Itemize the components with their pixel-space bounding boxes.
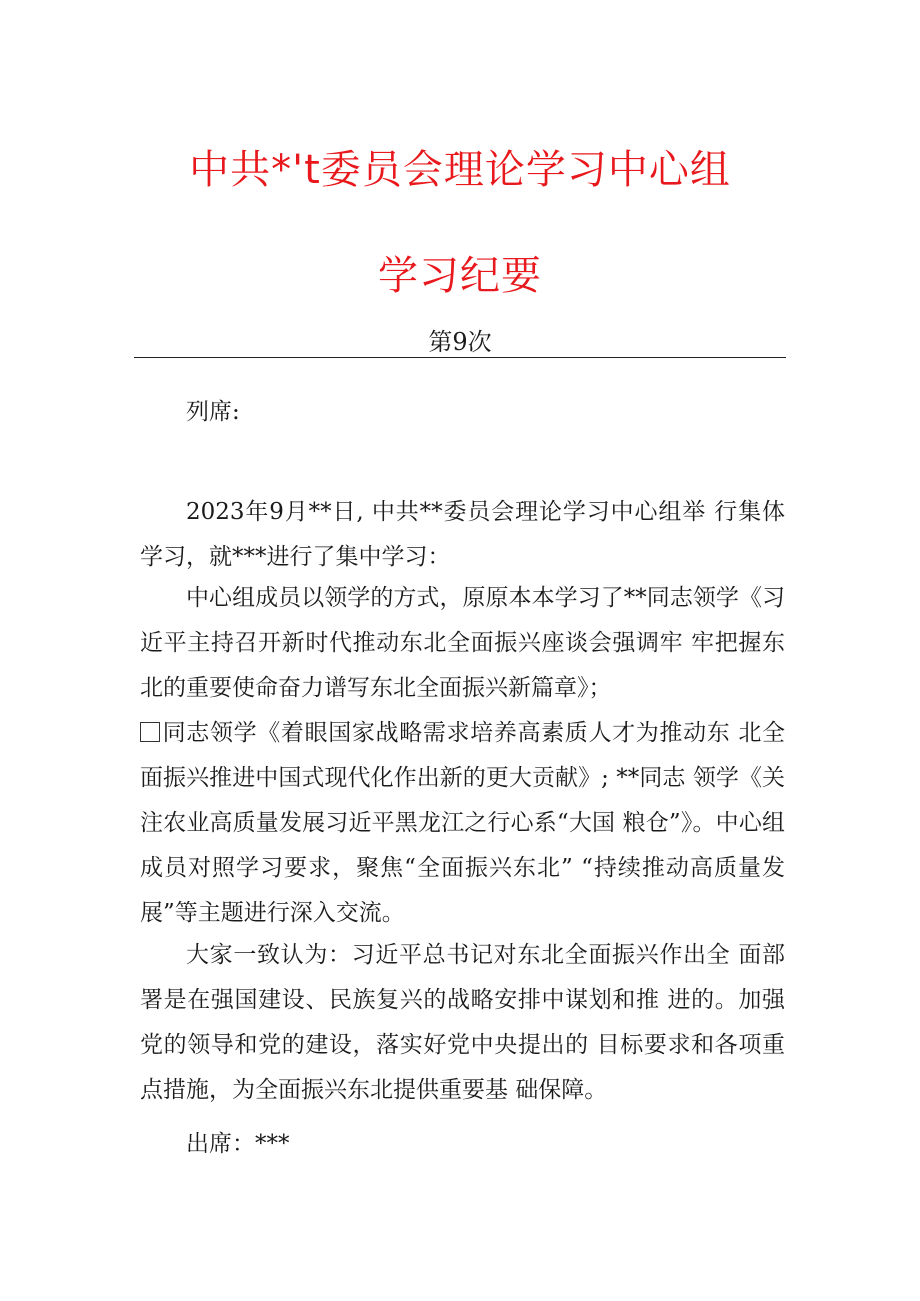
paragraph-intro: 2023年9月**日, 中共**委员会理论学习中心组举 行集体学习，就***进行了集中学习： [140, 499, 785, 570]
paragraph-study-content [140, 576, 785, 936]
document-title-line2: 学习纪要 [378, 253, 542, 299]
attendees-label: 列席: [186, 399, 240, 425]
paragraph-study-content-part2-wrap [140, 711, 785, 936]
paragraph-consensus: 大家一致认为：习近平总书记对东北全面振兴作出全 面部署是在强国建设、民族复兴的战略安排中谋划和推 进的。加强党的领导和党的建设，落实好党中央提出的 目标要求和各项重点措施，为全面振兴东北提供重要基 础保障。 [140, 942, 785, 1103]
issue-number: 第9次 [428, 328, 492, 356]
document-title-line1: 中共*'t委员会理论学习中心组 [189, 147, 731, 193]
paragraph-study-content-part2: 同志领学《着眼国家战略需求培养高素质人才为推动东 北全面振兴推进中国式现代化作出新的更大贡献》; **同志 领学《关注农业高质量发展习近平黑龙江之行心系“大国 粮仓”》。中心组成员对照学习要求，聚焦“全面振兴东北” “持续推动高质量发展”等主题进行深入交流。 [140, 720, 785, 926]
header-divider [134, 357, 786, 358]
absent-label: 出席：*** [186, 1131, 290, 1157]
paragraph-study-content-part1: 中心组成员以领学的方式，原原本本学习了**同志领学《习近平主持召开新时代推动东北全面振兴座谈会强调牢 牢把握东北的重要使命奋力谱写东北全面振兴新篇章》； [140, 585, 785, 701]
empty-box-icon [140, 722, 160, 742]
